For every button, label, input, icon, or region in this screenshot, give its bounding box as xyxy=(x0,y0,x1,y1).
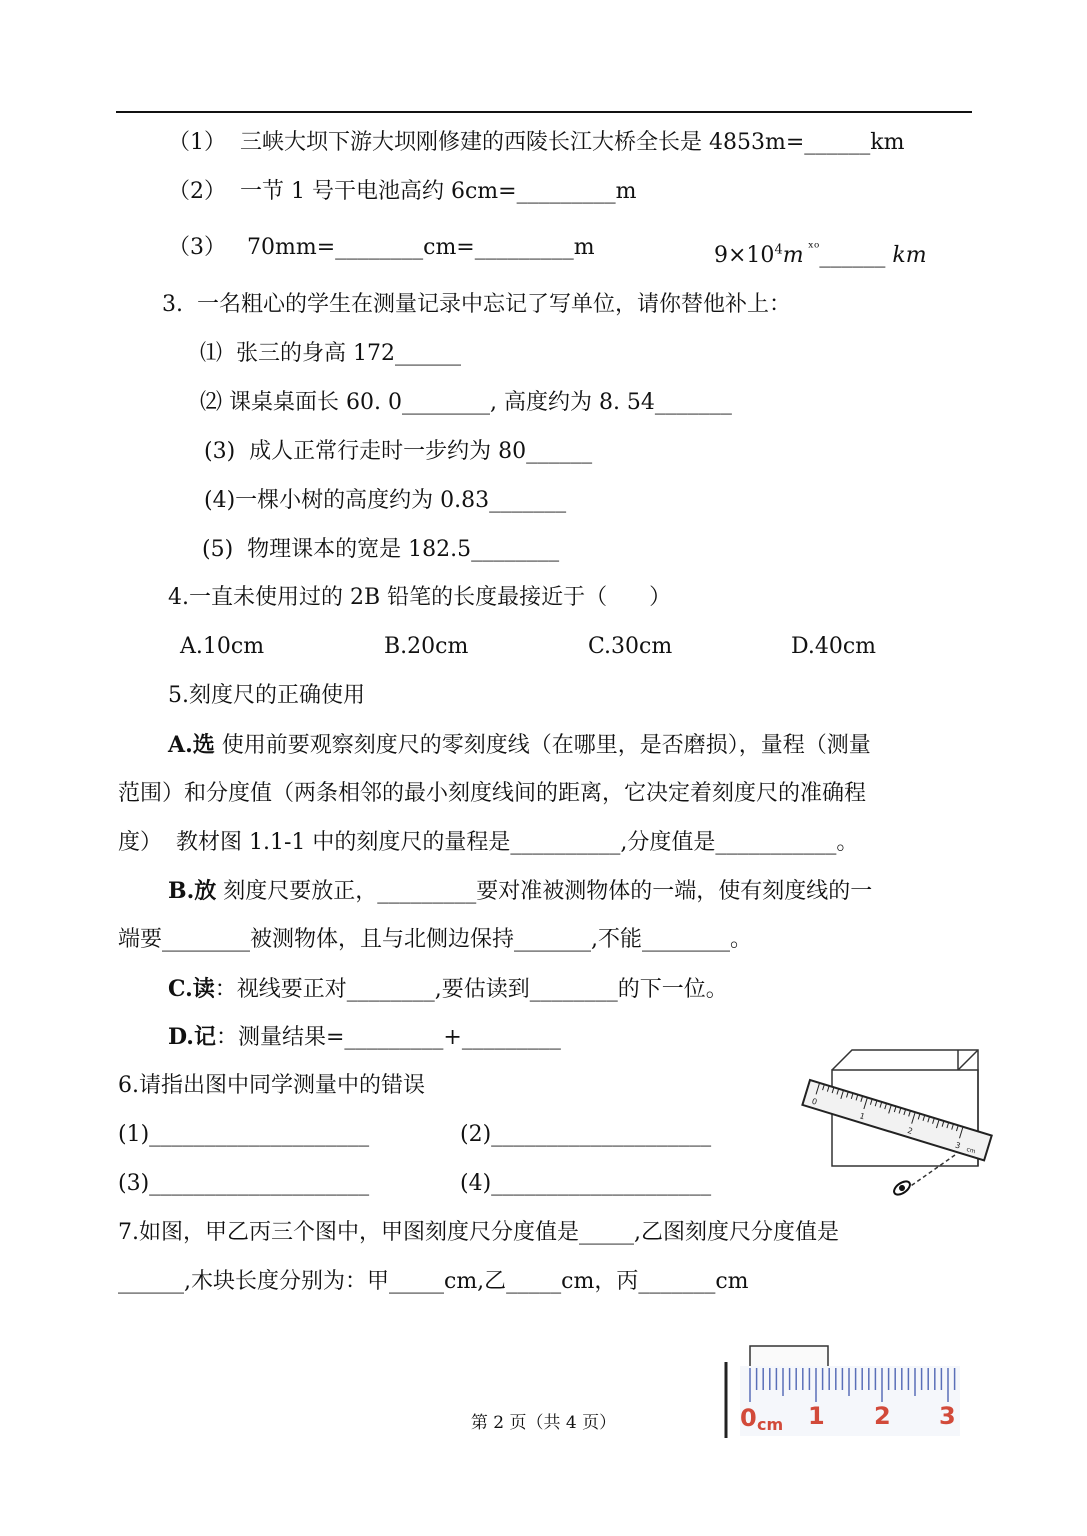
q5-c-label: C.读 xyxy=(168,976,215,1002)
q5-d-line xyxy=(168,1022,561,1053)
q5-a-line-2: 范围）和分度值（两条相邻的最小刻度线间的距离，它决定着刻度尺的准确程 xyxy=(118,781,867,806)
ruler-label-1: 1 xyxy=(808,1402,825,1430)
q3-item-1: ⑴ 张三的身高 172______ xyxy=(200,341,461,366)
q5-a-line-3: 度） 教材图 1.1-1 中的刻度尺的量程是__________,分度值是___________。 xyxy=(118,830,859,855)
q2-item-3b xyxy=(714,233,927,271)
wood-block xyxy=(750,1346,828,1368)
q6-blank-1: (1)____________________ xyxy=(118,1122,370,1147)
tilt-ruler-label-0: 0 xyxy=(810,1096,819,1107)
q3-item-3: (3) 成人正常行走时一步约为 80______ xyxy=(204,439,593,464)
q5-title: 5.刻度尺的正确使用 xyxy=(168,683,365,708)
q5-b-line-2: 端要________被测物体，且与北侧边保持_______,不能________。 xyxy=(118,927,752,952)
tilt-ruler-label-3: 3 xyxy=(954,1140,962,1151)
ruler-label-cm: cm xyxy=(757,1415,784,1434)
q5-b-label: B.放 xyxy=(168,878,217,904)
ruler-label-2: 2 xyxy=(874,1402,891,1430)
page-footer: 第 2 页（共 4 页） xyxy=(470,1413,617,1433)
q4-title: 4.一直未使用过的 2B 铅笔的长度最接近于（ ） xyxy=(168,585,672,610)
q6-title: 6.请指出图中同学测量中的错误 xyxy=(118,1073,425,1098)
ruler-label-3: 3 xyxy=(939,1402,956,1430)
q2-item-3a: （3） 70mm=________cm=_________m xyxy=(168,235,595,260)
q5-b-text-1: 刻度尺要放正，_________要对准被测物体的一端，使有刻度线的一 xyxy=(216,879,873,904)
ruler-label-0: 0 xyxy=(740,1404,757,1432)
tilted-ruler xyxy=(802,1080,991,1160)
q5-a-label: A.选 xyxy=(168,732,215,758)
q2-item-2: （2） 一节 1 号干电池高约 6cm=_________m xyxy=(168,179,637,204)
tilt-ruler-label-cm: cm xyxy=(965,1145,977,1156)
q4-option-b: B.20cm xyxy=(384,634,469,659)
q5-c-line xyxy=(168,974,728,1005)
tilt-ruler-label-2: 2 xyxy=(906,1125,914,1137)
q2-item-3b-exponent: 4 xyxy=(774,242,783,258)
q6-blank-4: (4)____________________ xyxy=(460,1171,712,1196)
tilt-ruler-label-1: 1 xyxy=(858,1111,866,1122)
q5-a-line-1 xyxy=(168,730,871,761)
q2-item-3b-number: 9×10 xyxy=(714,243,775,268)
q3-item-4: (4)一棵小树的高度约为 0.83_______ xyxy=(204,488,567,513)
q3-item-2: ⑵ 课桌桌面长 60. 0________, 高度约为 8. 54_______ xyxy=(200,390,732,415)
q2-item-3b-blank: ______ xyxy=(819,243,886,268)
q7-line-2: ______,木块长度分别为：甲_____cm,乙_____cm，丙_______cm xyxy=(118,1269,749,1294)
sight-line xyxy=(905,1155,955,1190)
q6-blank-3: (3)____________________ xyxy=(118,1171,370,1196)
q6-blank-2: (2)____________________ xyxy=(460,1122,712,1147)
q4-option-d: D.40cm xyxy=(791,634,877,659)
q2-item-3b-mid: ˣᵒ xyxy=(803,240,820,256)
q5-c-text: ：视线要正对________,要估读到________的下一位。 xyxy=(214,977,728,1002)
eye-icon xyxy=(892,1179,912,1198)
q5-b-line-1 xyxy=(168,876,872,907)
q2-item-1: （1） 三峡大坝下游大坝刚修建的西陵长江大桥全长是 4853m=______km xyxy=(168,130,905,155)
q5-d-text: ：测量结果=_________+_________ xyxy=(215,1025,561,1050)
q6-ruler-figure xyxy=(800,1040,1005,1200)
q3-title: 3. 一名粗心的学生在测量记录中忘记了写单位，请你替他补上： xyxy=(162,292,791,317)
header-rule xyxy=(116,111,972,113)
q2-item-3b-unit1: m xyxy=(782,243,804,268)
q7-line-1: 7.如图，甲乙丙三个图中，甲图刻度尺分度值是_____,乙图刻度尺分度值是 xyxy=(118,1220,839,1245)
q3-item-5: (5) 物理课本的宽是 182.5________ xyxy=(202,537,560,562)
q4-option-a: A.10cm xyxy=(180,634,265,659)
q4-option-c: C.30cm xyxy=(588,634,673,659)
q5-a-text-1: 使用前要观察刻度尺的零刻度线（在哪里，是否磨损），量程（测量 xyxy=(214,733,871,758)
q5-d-label: D.记 xyxy=(168,1024,216,1050)
q2-item-3b-unit2: km xyxy=(892,243,927,268)
